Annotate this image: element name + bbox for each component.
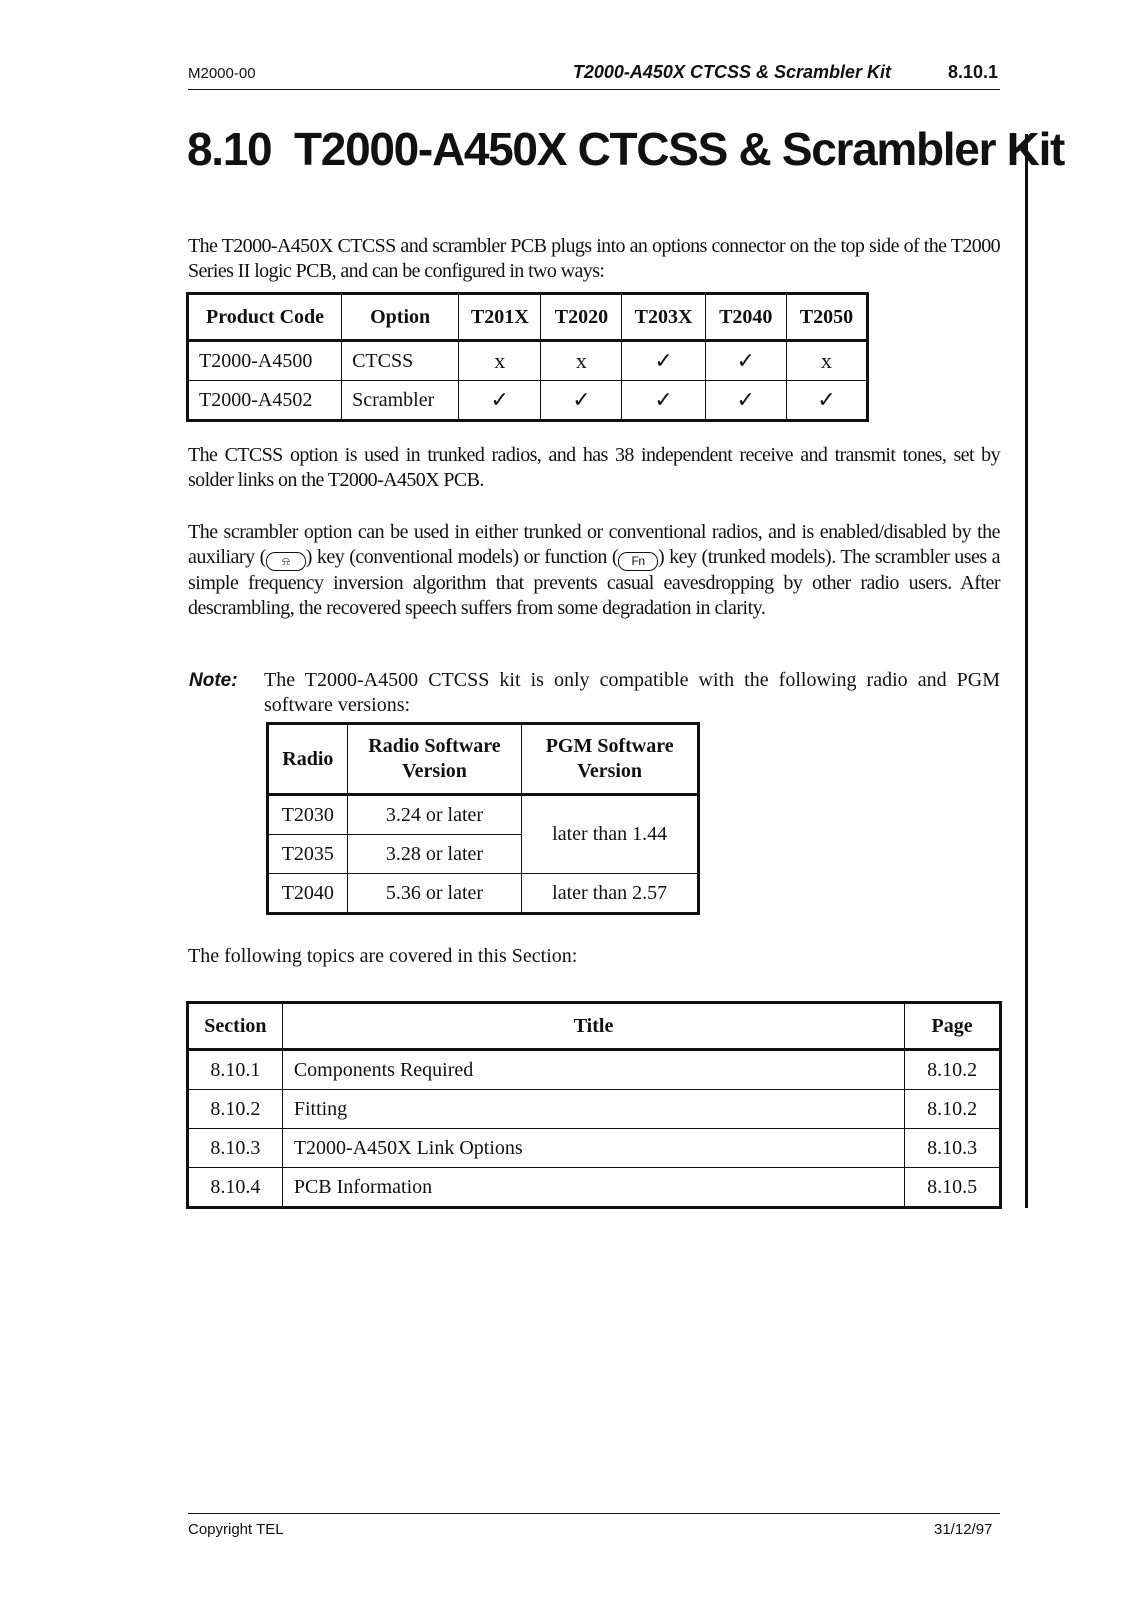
software-row [268,795,699,835]
product-row [188,341,868,381]
product-header-cell: Option [342,294,459,341]
radio-sw-cell: 5.36 or later [347,874,522,914]
change-bar [1025,134,1028,1208]
software-header-cell: PGM Software Version [522,724,699,795]
product-header-cell: T2050 [786,294,867,341]
section-title-cell: T2000-A450X Link Options [282,1129,904,1168]
product-row [188,381,868,421]
section-table-header [188,1003,1001,1050]
software-table [266,722,700,915]
product-header-cell: Product Code [188,294,342,341]
compat-mark: ✓ [541,381,622,421]
section-row [188,1129,1001,1168]
header-page-number: 8.10.1 [948,62,999,82]
software-header-cell: Radio [268,724,348,795]
compat-mark: ✓ [622,341,705,381]
section-title-cell: Components Required [282,1050,904,1090]
intro-paragraph: The T2000-A450X CTCSS and scrambler PCB plugs into an options connector on the top side of the T2000 Series II logic PCB, and can be configured in two ways: [188,235,1000,282]
section-header-cell: Page [905,1003,1001,1050]
scrambler-text-2: ) key (conventional models) or function ( [305,546,619,568]
scrambler-paragraph [188,520,1000,621]
radio-cell: T2030 [268,795,348,835]
compat-mark: x [541,341,622,381]
software-header-cell: Radio Software Version [347,724,522,795]
section-title-cell: Fitting [282,1090,904,1129]
section-page-cell: 8.10.2 [905,1050,1001,1090]
footer-date: 31/12/97 [934,1521,993,1538]
section-row [188,1090,1001,1129]
section-number-cell: 8.10.2 [188,1090,283,1129]
section-number-cell: 8.10.4 [188,1168,283,1208]
section-row [188,1168,1001,1208]
section-page-cell: 8.10.3 [905,1129,1001,1168]
product-header-cell: T2040 [705,294,786,341]
radio-sw-cell: 3.24 or later [347,795,522,835]
pgm-sw-cell: later than 1.44 [522,795,699,874]
section-number-cell: 8.10.3 [188,1129,283,1168]
product-code-cell: T2000-A4502 [188,381,342,421]
footer-copyright: Copyright TEL [188,1521,284,1538]
product-header-cell: T203X [622,294,705,341]
note-text: The T2000-A4500 CTCSS kit is only compatible with the following radio and PGM software versions: [264,669,1000,716]
header-doc-id: M2000-00 [188,65,256,82]
section-row [188,1050,1001,1090]
compat-mark: ✓ [705,381,786,421]
topics-intro: The following topics are covered in this Section: [188,945,578,967]
product-header-cell: T2020 [541,294,622,341]
radio-sw-cell: 3.28 or later [347,835,522,874]
product-table [186,292,869,422]
section-table [186,1001,1002,1209]
note-label: Note: [189,670,238,691]
header-title: T2000-A450X CTCSS & Scrambler Kit [572,62,891,82]
scrambler-text-3: ) key (trunked models). The scrambler uses a simple frequency inversion algorithm that prevents casual eavesdropping by other radio users. After descrambling, the recovered speech suffers from some degradation in clarity. [188,546,1001,619]
aux-key-icon: ⍾ [266,552,306,571]
section-number-cell: 8.10.1 [188,1050,283,1090]
section-page-cell: 8.10.5 [905,1168,1001,1208]
software-row [268,874,699,914]
section-header-cell: Title [282,1003,904,1050]
compat-mark: ✓ [705,341,786,381]
scrambler-text-1: The scrambler option can be used in either trunked or conventional radios, and is enabled/disabled by the auxiliary ( [188,521,1000,568]
compat-mark: ✓ [786,381,867,421]
radio-cell: T2040 [268,874,348,914]
section-header-cell: Section [188,1003,283,1050]
header-rule [188,89,1000,90]
section-heading-number: 8.10 [187,123,272,175]
compat-mark: x [786,341,867,381]
fn-key-icon: Fn [618,552,658,571]
product-header-cell: T201X [459,294,541,341]
option-cell: CTCSS [342,341,459,381]
footer-rule [188,1513,1000,1514]
option-cell: Scrambler [342,381,459,421]
section-title-cell: PCB Information [282,1168,904,1208]
section-heading [187,122,1064,176]
radio-cell: T2035 [268,835,348,874]
product-table-header [188,294,868,341]
compat-mark: x [459,341,541,381]
pgm-sw-cell: later than 2.57 [522,874,699,914]
ctcss-paragraph: The CTCSS option is used in trunked radios, and has 38 independent receive and transmit tones, set by solder links on the T2000-A450X PCB. [188,444,1000,491]
section-page-cell: 8.10.2 [905,1090,1001,1129]
compat-mark: ✓ [622,381,705,421]
software-table-header [268,724,699,795]
compat-mark: ✓ [459,381,541,421]
section-heading-text: T2000-A450X CTCSS & Scrambler Kit [294,123,1065,175]
product-code-cell: T2000-A4500 [188,341,342,381]
